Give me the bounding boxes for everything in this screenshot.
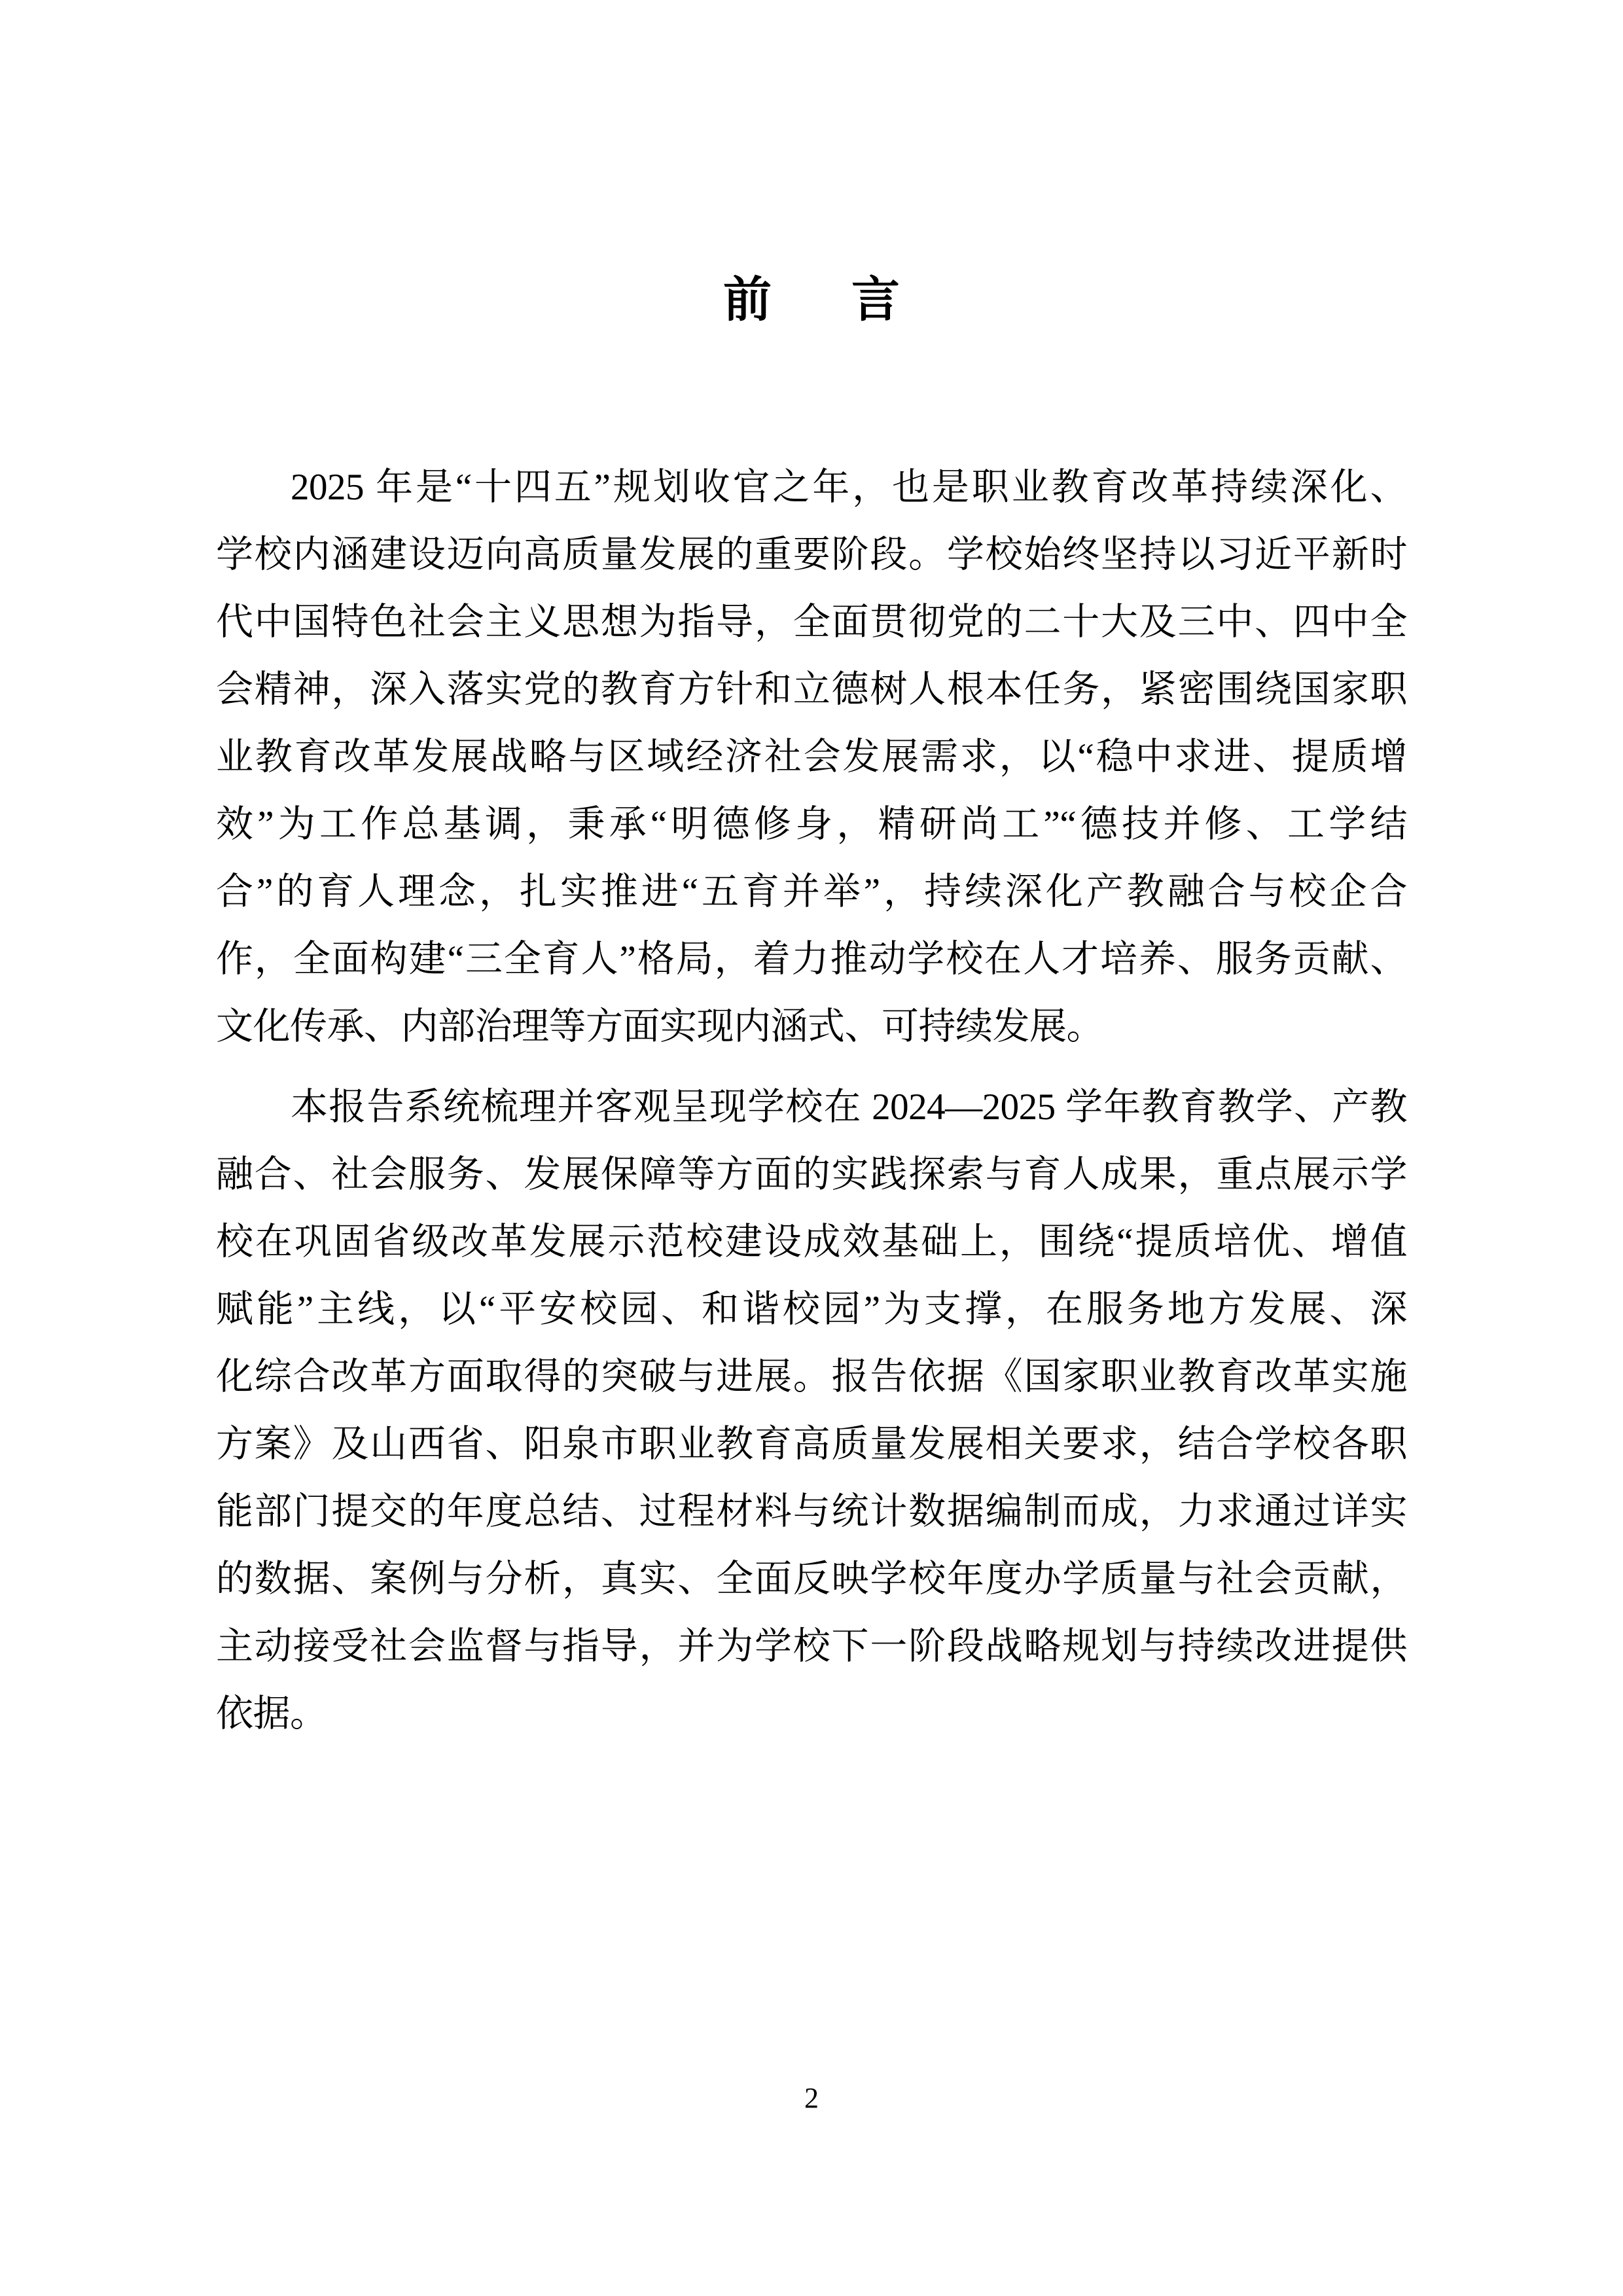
text-line: 会精神，深入落实党的教育方针和立德树人根本任务，紧密围绕国家职	[216, 669, 1407, 710]
text-line: 赋能”主线，以“平安校园、和谐校园”为支撑，在服务地方发展、深	[216, 1289, 1407, 1330]
text-line: 2025 年是“十四五”规划收官之年，也是职业教育改革持续深化、	[291, 467, 1407, 508]
text-line: 作，全面构建“三全育人”格局，着力推动学校在人才培养、服务贡献、	[216, 939, 1407, 980]
page-title-char-2: 言	[851, 274, 900, 327]
text-line: 的数据、案例与分析，真实、全面反映学校年度办学质量与社会贡献，	[216, 1558, 1407, 1600]
text-line: 方案》及山西省、阳泉市职业教育高质量发展相关要求，结合学校各职	[216, 1424, 1407, 1465]
text-line: 依据。	[216, 1693, 327, 1734]
page-number: 2	[804, 2082, 819, 2114]
text-line: 代中国特色社会主义思想为指导，全面贯彻党的二十大及三中、四中全	[216, 601, 1407, 643]
text-line: 本报告系统梳理并客观呈现学校在 2024—2025 学年教育教学、产教	[291, 1086, 1407, 1128]
text-line: 学校内涵建设迈向高质量发展的重要阶段。学校始终坚持以习近平新时	[216, 534, 1407, 575]
text-line: 主动接受社会监督与指导，并为学校下一阶段战略规划与持续改进提供	[216, 1626, 1407, 1667]
text-line: 合”的育人理念，扎实推进“五育并举”，持续深化产教融合与校企合	[216, 871, 1407, 912]
text-line: 融合、社会服务、发展保障等方面的实践探索与育人成果，重点展示学	[216, 1154, 1407, 1195]
text-line: 化综合改革方面取得的突破与进展。报告依据《国家职业教育改革实施	[216, 1356, 1407, 1397]
text-line: 业教育改革发展战略与区域经济社会发展需求，以“稳中求进、提质增	[216, 736, 1407, 778]
preface-paragraphs	[216, 454, 1407, 1748]
text-line: 能部门提交的年度总结、过程材料与统计数据编制而成，力求通过详实	[216, 1491, 1407, 1532]
text-line: 校在巩固省级改革发展示范校建设成效基础上，围绕“提质培优、增值	[216, 1221, 1407, 1263]
paragraph	[216, 1073, 1407, 1748]
page-title-char-1: 前	[723, 274, 772, 327]
text-line: 效”为工作总基调，秉承“明德修身，精研尚工”“德技并修、工学结	[216, 804, 1407, 845]
paragraph	[216, 454, 1407, 1060]
text-line: 文化传承、内部治理等方面实现内涵式、可持续发展。	[216, 1006, 1103, 1047]
page-title	[0, 276, 1623, 325]
